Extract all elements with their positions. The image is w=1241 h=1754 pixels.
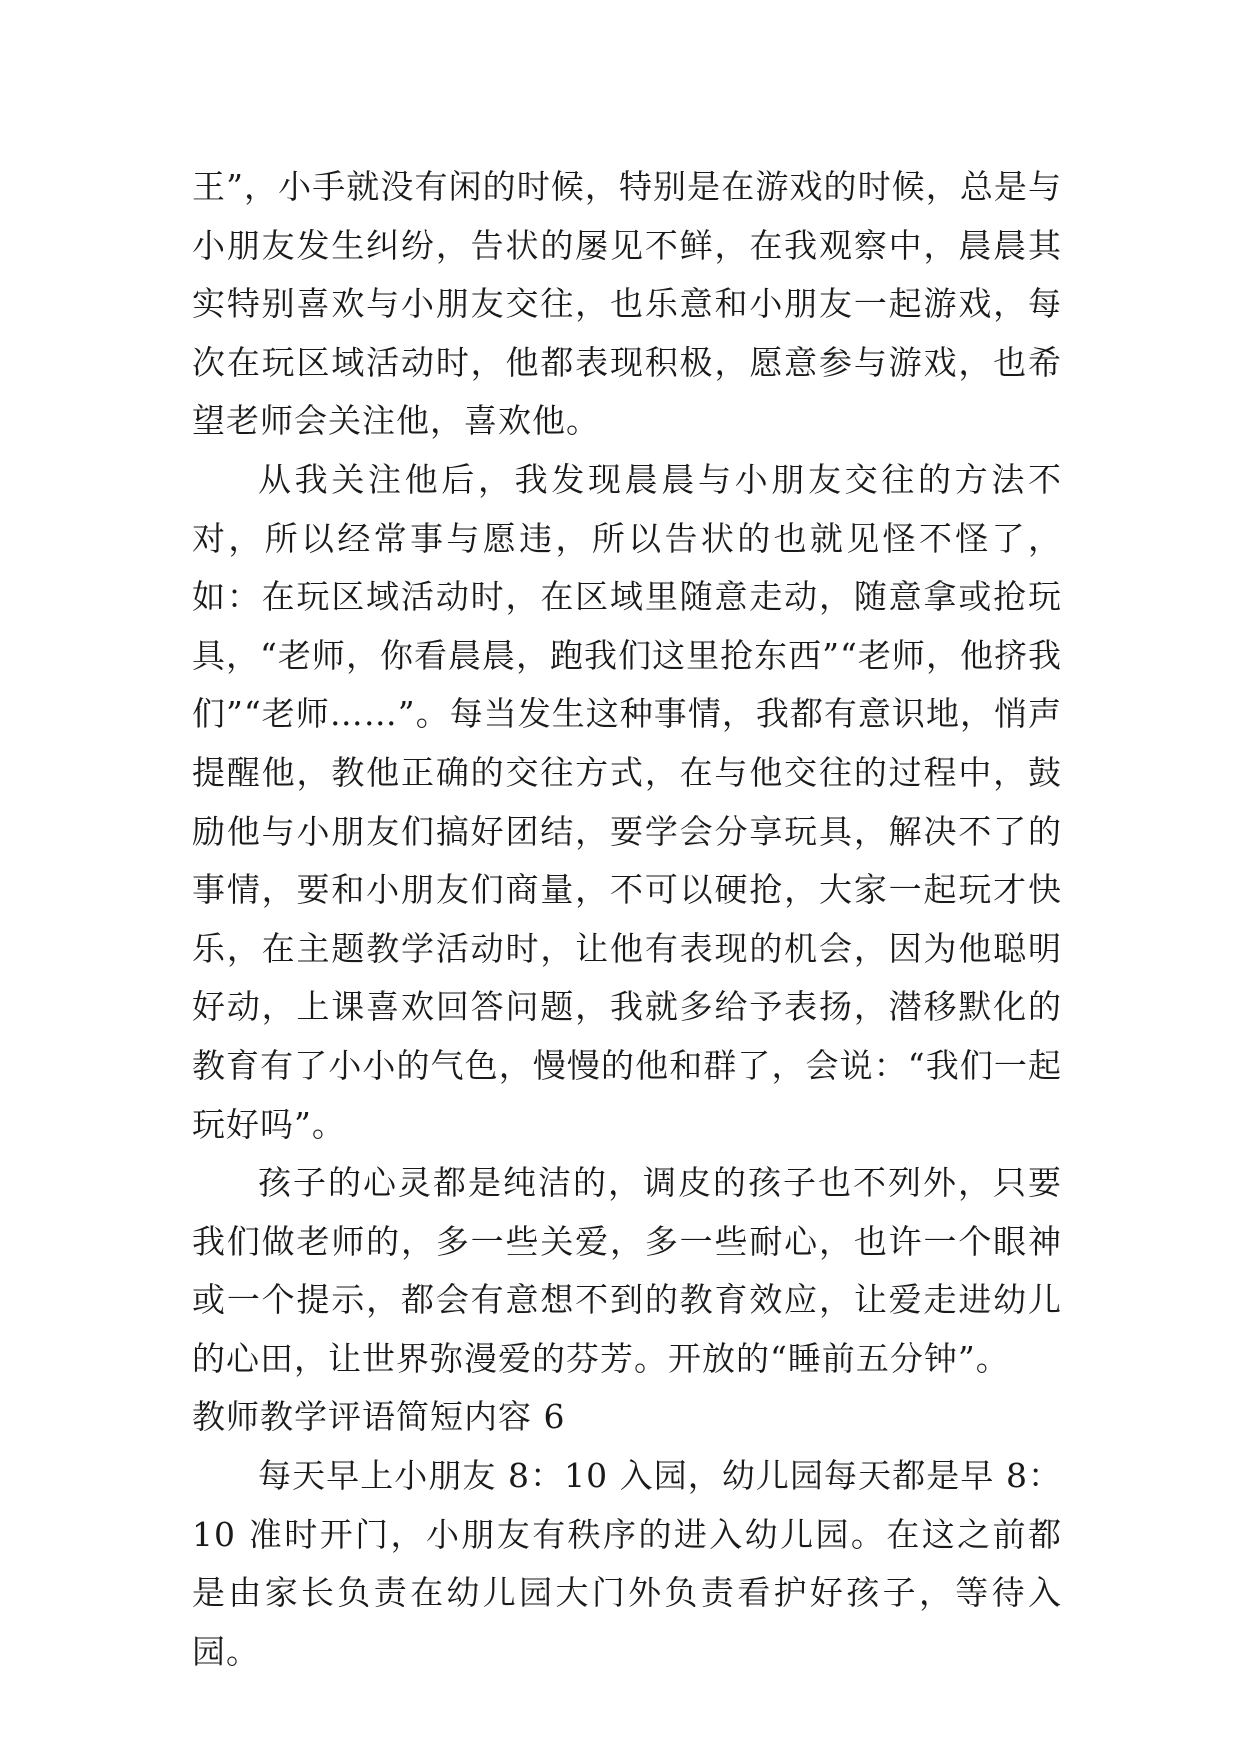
document-body <box>192 158 1062 1681</box>
paragraph: 王”，小手就没有闲的时候，特别是在游戏的时候，总是与小朋友发生纠纷，告状的屡见不鲜，在我观察中，晨晨其实特别喜欢与小朋友交往，也乐意和小朋友一起游戏，每次在玩区域活动时，他都表现积极，愿意参与游戏，也希望老师会关注他，喜欢他。 <box>192 167 1062 441</box>
section-heading: 教师教学评语简短内容 6 <box>192 1397 566 1437</box>
paragraph: 从我关注他后，我发现晨晨与小朋友交往的方法不对，所以经常事与愿违，所以告状的也就见怪不怪了，如：在玩区域活动时，在区域里随意走动，随意拿或抢玩具，“老师，你看晨晨，跑我们这里抢东西”“老师，他挤我们”“老师……”。每当发生这种事情，我都有意识地，悄声提醒他，教他正确的交往方式，在与他交往的过程中，鼓励他与小朋友们搞好团结，要学会分享玩具，解决不了的事情，要和小朋友们商量，不可以硬抢，大家一起玩才快乐，在主题教学活动时，让他有表现的机会，因为他聪明好动，上课喜欢回答问题，我就多给予表扬，潜移默化的教育有了小小的气色，慢慢的他和群了，会说：“我们一起玩好吗”。 <box>192 459 1062 1144</box>
paragraph: 孩子的心灵都是纯洁的，调皮的孩子也不列外，只要我们做老师的，多一些关爱，多一些耐心，也许一个眼神或一个提示，都会有意想不到的教育效应，让爱走进幼儿的心田，让世界弥漫爱的芬芳。开放的“睡前五分钟”。 <box>192 1163 1062 1378</box>
paragraph: 每天早上小朋友 8：10 入园，幼儿园每天都是早 8：10 准时开门，小朋友有秩序的进入幼儿园。在这之前都是由家长负责在幼儿园大门外负责看护好孩子，等待入园。 <box>192 1456 1062 1671</box>
